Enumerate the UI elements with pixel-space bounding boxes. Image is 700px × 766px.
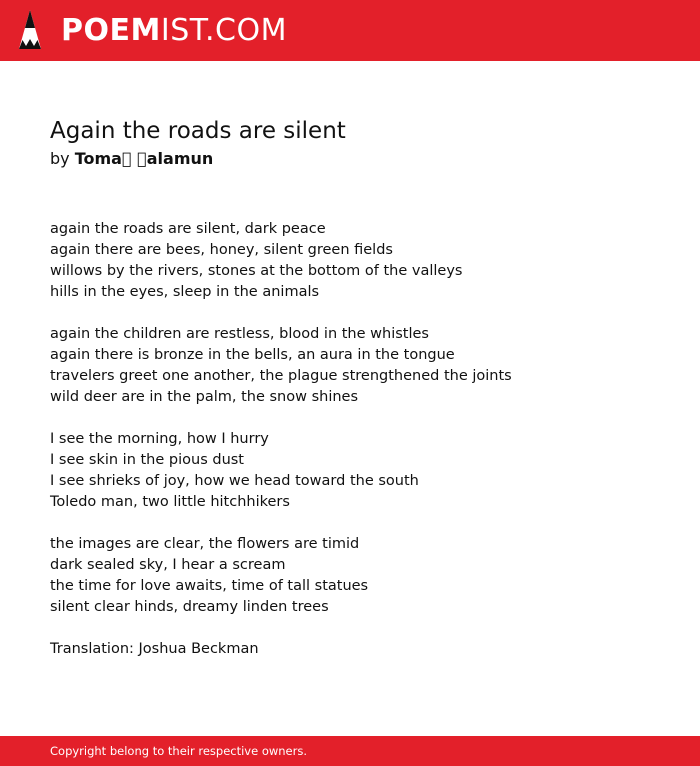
poem-line: dark sealed sky, I hear a scream xyxy=(50,557,286,573)
poem-line: Toledo man, two little hitchhikers xyxy=(50,494,290,510)
logo-text-light: IST.COM xyxy=(160,13,287,48)
logo-text-bold: POEM xyxy=(61,13,161,48)
author-name: Toma   alamun xyxy=(74,149,214,168)
site-footer xyxy=(0,736,700,766)
poem-line: I see the morning, how I hurry xyxy=(50,431,269,447)
stanza xyxy=(50,324,670,408)
pencil-tip-icon[interactable] xyxy=(18,9,42,51)
stanza xyxy=(50,534,670,618)
poem-line: the images are clear, the flowers are timid xyxy=(50,536,360,552)
poem-line: again the roads are silent, dark peace xyxy=(50,221,326,237)
poem-line: the time for love awaits, time of tall statues xyxy=(50,578,369,594)
poem-line: hills in the eyes, sleep in the animals xyxy=(50,284,320,300)
poem-line: again the children are restless, blood in the whistles xyxy=(50,326,429,342)
poem-title: Again the roads are silent xyxy=(50,118,346,144)
copyright-notice: Copyright belong to their respective owners. xyxy=(50,744,308,758)
site-header xyxy=(0,0,700,61)
stanza xyxy=(50,429,670,513)
poem-line: again there is bronze in the bells, an aura in the tongue xyxy=(50,347,455,363)
poem-line: I see shrieks of joy, how we head toward the south xyxy=(50,473,419,489)
translation-credit: Translation: Joshua Beckman xyxy=(50,641,259,657)
poem-line: I see skin in the pious dust xyxy=(50,452,244,468)
byline xyxy=(50,149,213,169)
poem-line: wild deer are in the palm, the snow shines xyxy=(50,389,359,405)
poem-line: travelers greet one another, the plague strengthened the joints xyxy=(50,368,512,384)
site-logo[interactable] xyxy=(61,13,287,49)
poem-line: willows by the rivers, stones at the bottom of the valleys xyxy=(50,263,463,279)
stanza xyxy=(50,219,670,303)
by-label: by xyxy=(50,149,70,168)
poem-line: again there are bees, honey, silent green fields xyxy=(50,242,393,258)
poem-line: silent clear hinds, dreamy linden trees xyxy=(50,599,329,615)
poem-body xyxy=(50,219,670,660)
